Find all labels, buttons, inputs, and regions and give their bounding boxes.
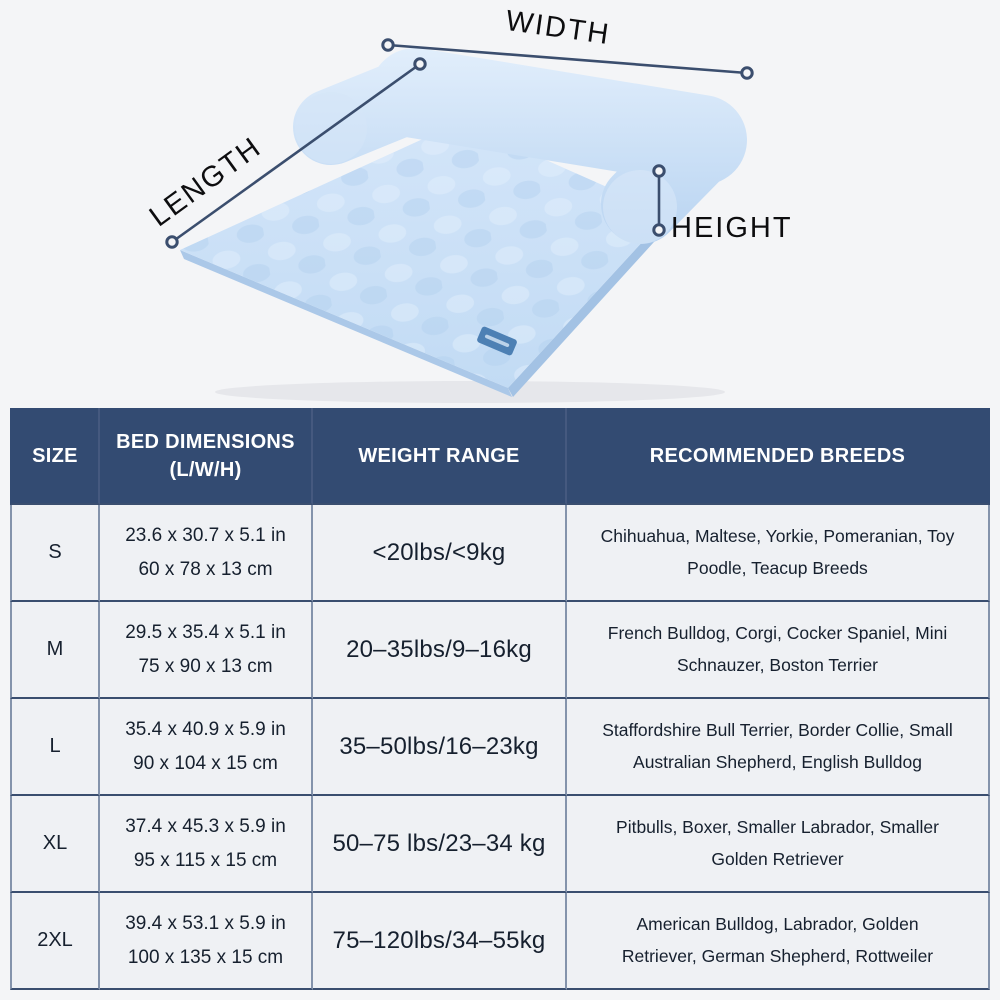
weight-range-value: <20lbs/<9kg xyxy=(372,538,506,566)
dimensions-inches: 29.5 x 35.4 x 5.1 in xyxy=(125,622,286,644)
table-row-2xl-size xyxy=(10,893,100,990)
bolster-right-cap xyxy=(603,170,677,244)
table-row-s-dimensions xyxy=(100,505,313,602)
size-value: S xyxy=(48,541,62,563)
table-row-xl-breeds xyxy=(567,796,990,893)
width-endpoint-left xyxy=(383,40,393,50)
bed-dimension-diagram xyxy=(0,0,1000,408)
dimensions-inches: 23.6 x 30.7 x 5.1 in xyxy=(125,525,286,547)
header-weight-range-label: WEIGHT RANGE xyxy=(358,444,520,467)
dimensions-cm: 90 x 104 x 15 cm xyxy=(133,752,278,774)
size-chart-table xyxy=(10,408,990,990)
dimensions-inches: 39.4 x 53.1 x 5.9 in xyxy=(125,913,286,935)
length-label: LENGTH xyxy=(143,131,268,234)
table-row-s-size xyxy=(10,505,100,602)
size-value: 2XL xyxy=(37,929,73,951)
table-row-m-weight xyxy=(313,602,567,699)
weight-range-value: 35–50lbs/16–23kg xyxy=(339,732,539,760)
weight-range-value: 75–120lbs/34–55kg xyxy=(332,926,546,954)
width-endpoint-right xyxy=(742,68,752,78)
header-weight-range xyxy=(313,408,567,505)
height-label: HEIGHT xyxy=(671,212,793,244)
breeds-value: Staffordshire Bull Terrier, Border Collie, Small Australian Shepherd, English Bulldog xyxy=(602,720,953,772)
header-recommended-breeds-label: RECOMMENDED BREEDS xyxy=(649,444,906,467)
table-row-m-size xyxy=(10,602,100,699)
table-row-2xl-dimensions xyxy=(100,893,313,990)
table-row-xl-weight xyxy=(313,796,567,893)
width-label: WIDTH xyxy=(503,4,613,52)
table-row-2xl-weight xyxy=(313,893,567,990)
size-value: M xyxy=(46,638,64,660)
table-row-xl-dimensions xyxy=(100,796,313,893)
header-bed-dimensions-line1: BED DIMENSIONS xyxy=(116,430,295,453)
dimensions-inches: 35.4 x 40.9 x 5.9 in xyxy=(125,719,286,741)
bed-shadow xyxy=(215,381,725,403)
breeds-value: American Bulldog, Labrador, Golden Retriever, German Shepherd, Rottweiler xyxy=(621,914,934,966)
header-size-label: SIZE xyxy=(32,444,78,467)
breeds-value: French Bulldog, Corgi, Cocker Spaniel, Mini Schnauzer, Boston Terrier xyxy=(607,623,948,675)
table-row-l-weight xyxy=(313,699,567,796)
height-endpoint-bottom xyxy=(654,225,664,235)
dimensions-cm: 95 x 115 x 15 cm xyxy=(133,849,278,871)
dimensions-cm: 60 x 78 x 13 cm xyxy=(138,558,273,580)
header-size xyxy=(10,408,100,505)
table-row-m-breeds xyxy=(567,602,990,699)
dimensions-inches: 37.4 x 45.3 x 5.9 in xyxy=(125,816,286,838)
table-row-l-dimensions xyxy=(100,699,313,796)
table-row-l-breeds xyxy=(567,699,990,796)
dimensions-cm: 100 x 135 x 15 cm xyxy=(127,946,284,968)
weight-range-value: 50–75 lbs/23–34 kg xyxy=(332,829,546,857)
header-bed-dimensions xyxy=(100,408,313,505)
size-value: XL xyxy=(42,832,68,854)
header-bed-dimensions-line2: (L/W/H) xyxy=(169,458,242,481)
table-row-l-size xyxy=(10,699,100,796)
table-row-xl-size xyxy=(10,796,100,893)
dimensions-cm: 75 x 90 x 13 cm xyxy=(138,655,273,677)
weight-range-value: 20–35lbs/9–16kg xyxy=(346,635,532,663)
table-row-s-weight xyxy=(313,505,567,602)
table-row-s-breeds xyxy=(567,505,990,602)
length-endpoint-top xyxy=(415,59,425,69)
breeds-value: Chihuahua, Maltese, Yorkie, Pomeranian, Toy Poodle, Teacup Breeds xyxy=(600,526,955,578)
height-endpoint-top xyxy=(654,166,664,176)
length-endpoint-bottom xyxy=(167,237,177,247)
table-row-m-dimensions xyxy=(100,602,313,699)
table-row-2xl-breeds xyxy=(567,893,990,990)
size-value: L xyxy=(49,735,61,757)
header-recommended-breeds xyxy=(567,408,990,505)
breeds-value: Pitbulls, Boxer, Smaller Labrador, Smaller Golden Retriever xyxy=(616,817,939,869)
